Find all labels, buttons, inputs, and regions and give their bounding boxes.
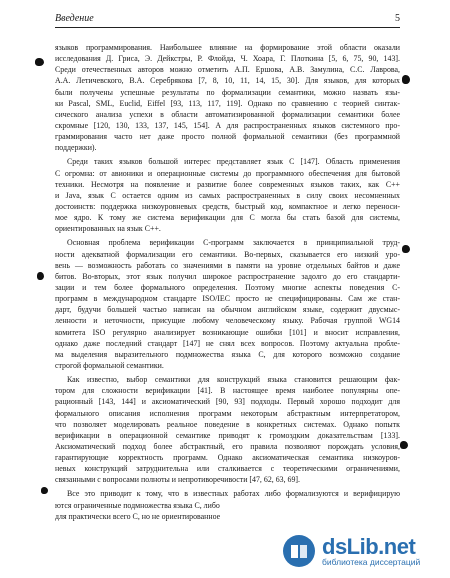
text-line: граммирования часто нет даже просто полной формальной семантики (без программной xyxy=(55,132,400,142)
watermark-brand: dsLib.net xyxy=(322,534,416,559)
text-line: гарантирующие корректность программ. Однако аксиоматическая семантика низкоуров- xyxy=(55,453,400,463)
text-line: программ в международном стандарте ISO/IEC просто не специфицированы. Сам же стан- xyxy=(55,294,400,304)
text-line: были получены успешные результаты по формализации семантики, можно назвать язы- xyxy=(55,87,400,97)
text-line: что позволяет моделировать реальное поведение в конкретных системах. Однако попытк xyxy=(55,419,400,429)
watermark xyxy=(282,534,442,568)
text-line: исследования Д. Гриса, Э. Дейкстры, Р. Флойда, Ч. Хоара, Г. Плоткина [5, 6, 75, 90, 143]. xyxy=(55,54,400,64)
text-line: однако даже последний стандарт [147] не снял всех вопросов. Поэтому актуальна пробле- xyxy=(55,338,400,348)
text-line: ются ограниченные подмножества языка С, либо xyxy=(55,500,220,510)
text-line: и Java, язык С остается одним из самых распространенных в силу своих несомненных xyxy=(55,190,400,200)
text-line: мое ядро. К тому же система верификации для С могла бы стать базой для системы, xyxy=(55,213,400,223)
text-line: формального описания исполнения программ некоторым абстрактным интерпретатором, xyxy=(55,408,400,418)
text-line: битов. Во-вторых, этот язык получил широкое распространение задолго до его стандарти- xyxy=(55,271,400,281)
watermark-tagline: библиотека диссертаций xyxy=(322,557,421,567)
text-line: А.А. Летичевского, В.А. Серебрякова [7, 8, 10, 11, 14, 15, 30]. Для языков, для которых xyxy=(55,76,400,86)
text-line: Среди таких языков большой интерес представляет язык С [147]. Область применения xyxy=(67,157,400,167)
ink-blot xyxy=(37,272,44,280)
text-line: Аксиоматический подход более абстрактный, его правила позволяют порождать условия, xyxy=(55,441,400,451)
running-header xyxy=(55,13,400,28)
text-line: дарт, будучи большей частью написан на обычном английском языке, содержит двусмыс- xyxy=(55,305,400,315)
text-line: Как известно, выбор семантики для конструкций языка становится решающим фак- xyxy=(67,375,400,385)
ink-blot xyxy=(400,441,408,449)
ink-blot xyxy=(402,245,410,253)
text-line: ма выделения выразительного подмножества языка С, для которого возможно создание xyxy=(55,349,400,359)
text-line: сического анализа успехи в области автоматизированной формализации семантики более xyxy=(55,109,400,119)
page-number: 5 xyxy=(395,13,400,24)
text-line: С огромна: от авионики и операционные системы до программного обеспечения для бытовой xyxy=(55,168,400,178)
text-line: ориентированных на язык С++. xyxy=(55,224,161,234)
dslib-logo-icon xyxy=(282,534,316,568)
text-line: поддержки). xyxy=(55,143,97,153)
chapter-title: Введение xyxy=(55,13,94,24)
ink-blot xyxy=(35,58,44,66)
text-line: ленности и неточности, присущие любому человеческому языку. Рабочая группой WG14 xyxy=(55,316,400,326)
text-line: техники. Несмотря на появление и развитие более современных языков таких, как С++ xyxy=(55,179,400,189)
text-line: Основная проблема верификации С-программ заключается в принципиальной труд- xyxy=(67,238,400,248)
text-line: комитета ISO регулярно анализирует возникающие ошибки [101] и вносит исправления, xyxy=(55,327,400,337)
text-line: строгой формальной семантики. xyxy=(55,360,164,370)
text-line: ки Pascal, SML, Euclid, Eiffel [93, 113, 117, 119]. Однако по сравнению с теорией синтак- xyxy=(55,98,400,108)
text-line: Все это приводит к тому, что в известных работах либо формализуются и верифицирую xyxy=(67,489,400,499)
text-line: связанными с вопросами полноты и непротиворечивости [47, 62, 63, 69]. xyxy=(55,475,301,485)
text-line: тором для сложности верификации [41]. В настоящее время наиболее популярны опе- xyxy=(55,386,400,396)
text-line: невых конструкций затруднительна или сталкивается с теоретическими ограничениями, xyxy=(55,464,400,474)
text-line: для практически всего С, но не ориентированное xyxy=(55,511,221,521)
text-line: зации и тем более формального определения. Поэтому многие аспекты поведения С- xyxy=(55,282,400,292)
text-line: ности адекватной формализации его семантики. Во-первых, сказывается его низкий уро- xyxy=(55,249,400,259)
text-line: скромные [120, 130, 133, 137, 145, 154]. А для распространенных языков системного про- xyxy=(55,120,400,130)
text-line: достоинств: поддержка низкоуровневых средств, быстрый код, компактное и легко переноси- xyxy=(55,201,400,211)
body-text xyxy=(55,42,400,522)
ink-blot xyxy=(41,487,48,494)
text-line: рационный [143, 144] и аксиоматический [90, 93] подходы. Первый хорошо подходит для xyxy=(55,397,400,407)
text-line: верификации в операционной семантике приводят к громоздким доказательствам [133]. xyxy=(55,430,400,440)
ink-blot xyxy=(402,75,410,84)
text-line: языков программирования. Наибольшее влияние на формирование этой области оказали xyxy=(55,43,400,52)
text-line: вень — возможность работать со значениями в памяти на уровне отдельных байтов и даже xyxy=(55,260,400,270)
text-line: Среди отечественных авторов можно отметить А.П. Ершова, А.В. Замулина, С.С. Лаврова, xyxy=(55,65,400,75)
